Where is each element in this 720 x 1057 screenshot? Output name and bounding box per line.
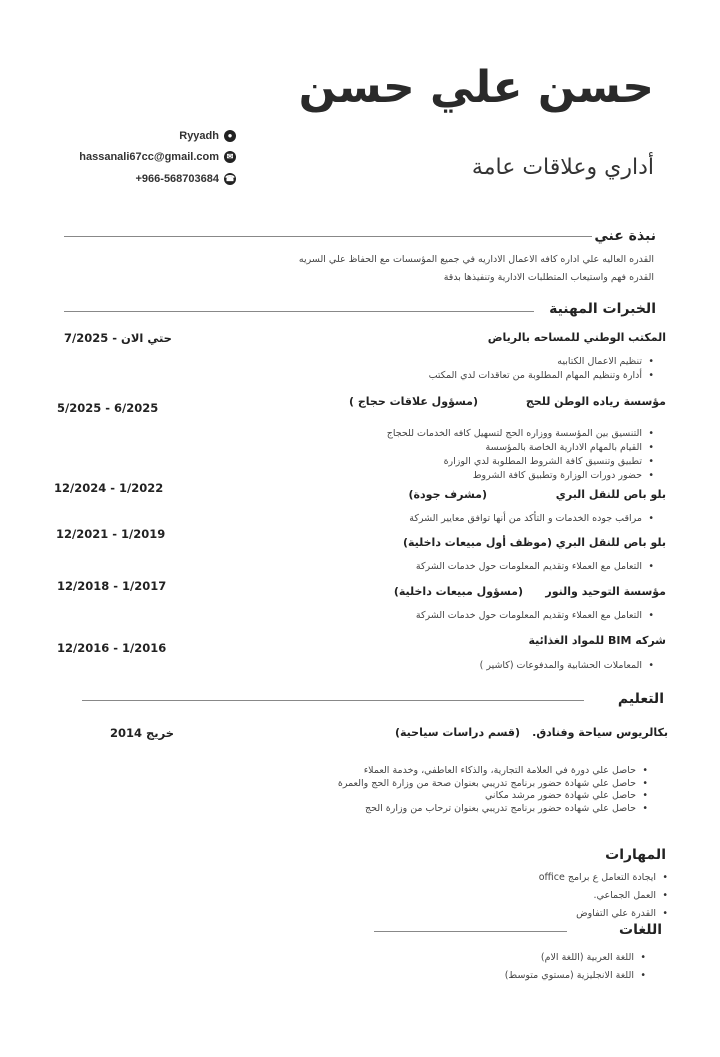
job-date: 12/2016 - 1/2016 (57, 641, 167, 655)
list-item: • العمل الجماعي. (539, 887, 670, 905)
job-date: 12/2024 - 1/2022 (54, 481, 164, 495)
job-bullets (416, 560, 656, 574)
job-company: شركه BIM للمواد الغذائية (528, 634, 666, 647)
list-item: • القيام بالمهام الادارية الخاصة بالمؤسسة (387, 441, 656, 455)
job-date: 5/2025 - 6/2025 (57, 401, 159, 415)
job-bullets (409, 512, 656, 526)
list-item: • اللغة الانجليزية (مستوي متوسط) (505, 967, 648, 985)
education-degree: بكالريوس سياحة وفنادق. (532, 726, 668, 739)
languages-divider (374, 931, 567, 932)
about-line-2: القدره فهم واستيعاب المتطلبات الادارية وتنفيذها بدقة (443, 272, 654, 283)
list-item: • حاصل علي شهاده حضور برنامج تدريبي بعنوان ترحاب من وزارة الحج (338, 803, 650, 816)
list-item: • حاصل علي دورة في العلامة التجارية، والذكاء العاطفي، وخدمة العملاء (338, 765, 650, 778)
contact-phone[interactable] (136, 173, 237, 185)
location-text: Ryyadh (179, 130, 219, 142)
job-bullets (480, 659, 656, 673)
list-item: • اللغة العربية (اللغة الام) (505, 949, 648, 967)
experience-heading: الخبرات المهنية (549, 301, 656, 317)
phone-text[interactable]: +966-568703684 (135, 173, 219, 185)
list-item: • التعامل مع العملاء وتقديم المعلومات حول خدمات الشركة (416, 560, 656, 574)
job-company: بلو باص للنقل البري (555, 536, 666, 549)
about-heading: نبذة عني (594, 228, 656, 244)
job-date: 12/2018 - 1/2017 (57, 579, 167, 593)
education-heading: التعليم (617, 691, 664, 707)
experience-divider (64, 311, 534, 312)
resume-name: حسن علي حسن (298, 62, 654, 113)
list-item: • مراقب جوده الخدمات و التأكد من أنها توافق معايير الشركة (409, 512, 656, 526)
list-item: • حاصل علي شهادة حضور برنامج تدريبي بعنوان صحة من وزارة الحج والعمرة (338, 778, 650, 791)
education-bullets (338, 765, 650, 815)
job-role: (مسؤول مبيعات داخلية) (393, 585, 523, 598)
education-date: خريج 2014 (110, 726, 175, 740)
job-role: (مشرف جودة) (408, 488, 487, 501)
education-divider (82, 700, 584, 701)
list-item: • تنظيم الاعمال الكتابيه (429, 355, 656, 369)
list-item: • حاصل علي شهادة حضور مرشد مكاني (338, 790, 650, 803)
about-divider (64, 236, 592, 237)
job-company: بلو باص للنقل البري (555, 488, 666, 501)
email-icon: ✉ (224, 151, 236, 163)
phone-icon: ☎ (225, 174, 235, 183)
list-item: • التعامل مع العملاء وتقديم المعلومات حول خدمات الشركة (416, 609, 656, 623)
job-bullets (416, 609, 656, 623)
list-item: • تطبيق وتنسيق كافة الشروط المطلوبة لدي الوزارة (387, 455, 656, 469)
list-item: • التنسيق بين المؤسسة ووزاره الحج لتسهيل كافه الخدمات للحجاج (387, 427, 656, 441)
about-line-1: القدره العاليه علي اداره كافه الاعمال الاداريه في جميع المؤسسات مع الحفاظ علي السريه (298, 254, 654, 265)
location-pin-icon: ● (224, 130, 236, 142)
job-company: مؤسسة رياده الوطن للحج (525, 395, 666, 408)
job-bullets (387, 427, 656, 483)
job-date: حتي الان - 7/2025 (64, 331, 172, 345)
job-role: (موظف أول مبيعات داخلية) (402, 536, 552, 549)
job-title: أداري وعلاقات عامة (471, 155, 654, 180)
job-date: 12/2021 - 1/2019 (56, 527, 166, 541)
job-company: مؤسسة التوحيد والنور (545, 585, 666, 598)
education-department: (قسم دراسات سياحية) (394, 726, 520, 739)
list-item: • حضور دورات الوزارة وتطبيق كافة الشروط (387, 469, 656, 483)
list-item: • أدارة وتنظيم المهام المطلوبة من تعاقدات لدي المكتب (429, 369, 656, 383)
contact-location (179, 130, 236, 142)
job-role: (مسؤول علاقات حجاج ) (349, 395, 478, 408)
email-text[interactable]: hassanali67cc@gmail.com (79, 151, 219, 163)
contact-email[interactable] (79, 151, 236, 163)
languages-heading: اللغات (619, 922, 662, 938)
list-item: • القدرة علي التفاوض (539, 905, 670, 923)
job-company: المكتب الوطني للمساحه بالرياض (487, 331, 666, 344)
languages-list (505, 949, 648, 985)
skills-list (539, 869, 670, 923)
list-item: • ايجادة التعامل ع برامج office (539, 869, 670, 887)
skills-heading: المهارات (605, 847, 666, 863)
list-item: • المعاملات الحشابية والمدفوعات (كاشير ) (480, 659, 656, 673)
job-bullets (429, 355, 656, 383)
